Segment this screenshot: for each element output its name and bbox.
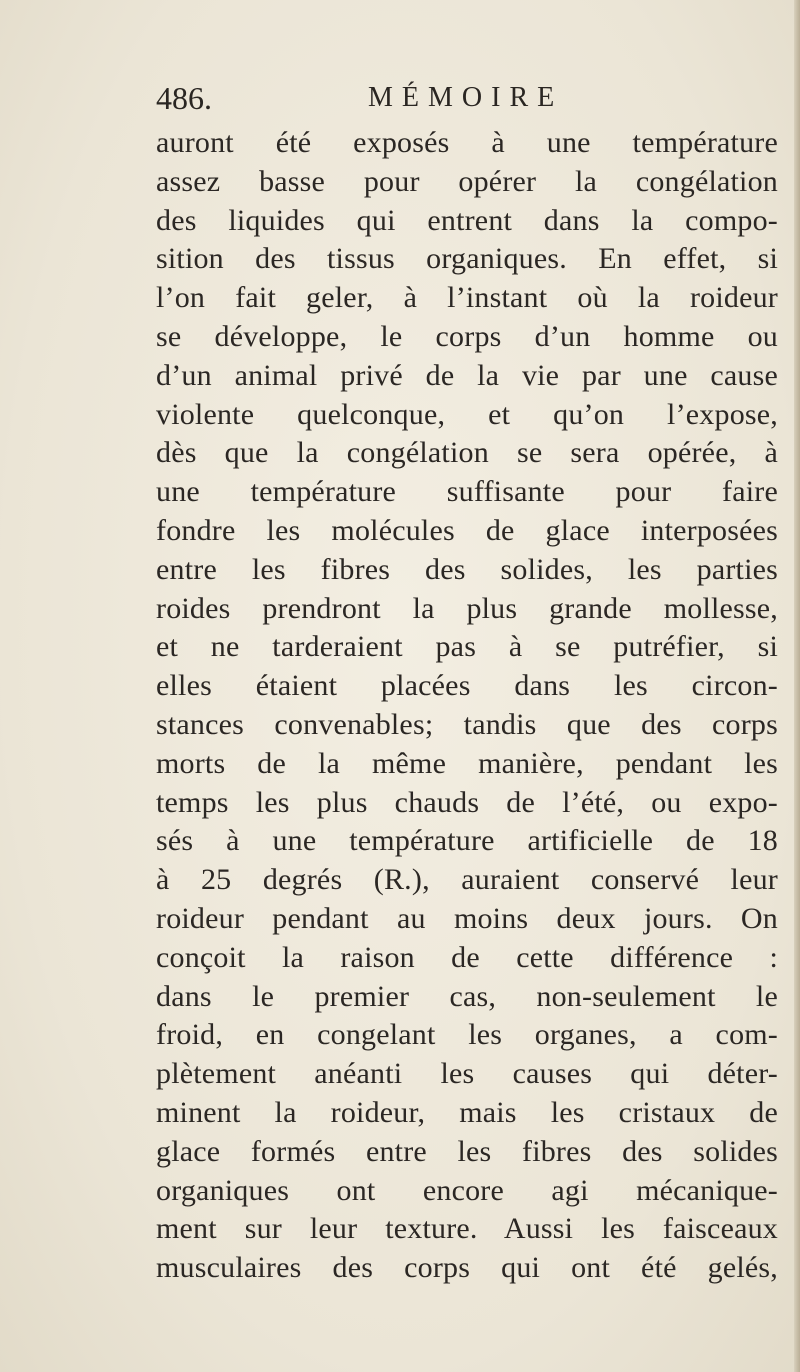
text-line: dans le premier cas, non-seulement le <box>156 979 778 1013</box>
text-line: plètement anéanti les causes qui déter- <box>156 1057 778 1091</box>
text-line: d’un animal privé de la vie par une cause <box>156 358 778 392</box>
text-line: violente quelconque, et qu’on l’expose, <box>156 397 778 431</box>
text-line: conçoit la raison de cette différence : <box>156 940 778 974</box>
text-line: minent la roideur, mais les cristaux de <box>156 1095 778 1129</box>
text-line: dès que la congélation se sera opérée, à <box>156 436 778 470</box>
text-line: l’on fait geler, à l’instant où la roideur <box>156 281 778 315</box>
text-line: assez basse pour opérer la congélation <box>156 164 778 198</box>
text-line: une température suffisante pour faire <box>156 475 778 509</box>
text-line: roides prendront la plus grande mollesse, <box>156 591 778 625</box>
text-line: temps les plus chauds de l’été, ou expo- <box>156 785 778 819</box>
text-line: des liquides qui entrent dans la compo- <box>156 203 778 237</box>
running-head: MÉMOIRE <box>368 82 564 113</box>
text-line: auront été exposés à une température <box>156 126 778 159</box>
text-line: sition des tissus organiques. En effet, si <box>156 242 778 276</box>
text-line: ment sur leur texture. Aussi les faisceaux <box>156 1212 778 1246</box>
text-line: morts de la même manière, pendant les <box>156 746 778 780</box>
page-edge <box>794 0 800 1372</box>
text-line: et ne tarderaient pas à se putréfier, si <box>156 630 778 664</box>
text-line: roideur pendant au moins deux jours. On <box>156 901 778 935</box>
text-line: entre les fibres des solides, les parties <box>156 552 778 586</box>
text-line: elles étaient placées dans les circon- <box>156 669 778 703</box>
text-line: fondre les molécules de glace interposées <box>156 513 778 547</box>
text-line: à 25 degrés (R.), auraient conservé leur <box>156 863 778 897</box>
page-header <box>156 78 776 118</box>
text-line: glace formés entre les fibres des solides <box>156 1134 778 1168</box>
text-line: sés à une température artificielle de 18 <box>156 824 778 858</box>
text-line: stances convenables; tandis que des corps <box>156 707 778 741</box>
text-line: se développe, le corps d’un homme ou <box>156 319 778 353</box>
text-line: froid, en congelant les organes, a com- <box>156 1018 778 1052</box>
body-text <box>156 124 778 1288</box>
page-number: 486. <box>156 80 212 116</box>
text-line: musculaires des corps qui ont été gelés, <box>156 1251 778 1285</box>
text-line: organiques ont encore agi mécanique- <box>156 1173 778 1207</box>
